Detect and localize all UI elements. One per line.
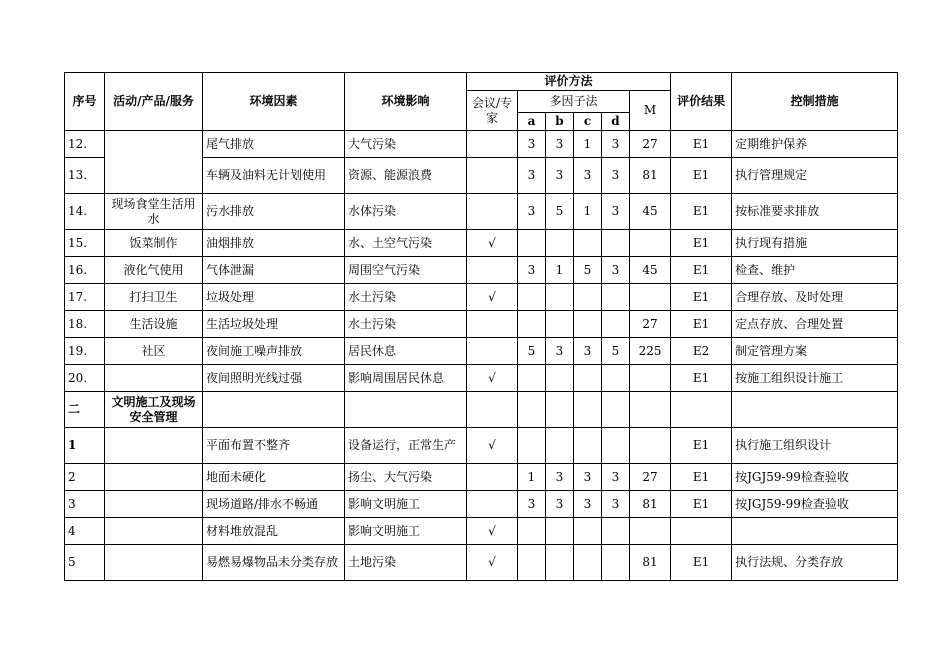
cell-seq: 4 [65, 518, 105, 545]
cell-result: E1 [671, 194, 732, 230]
cell-activity [105, 464, 203, 491]
cell-d [602, 230, 630, 257]
cell-m: 45 [630, 257, 671, 284]
cell-b [546, 284, 574, 311]
cell-c: 3 [574, 464, 602, 491]
cell-impact: 影响周围居民休息 [345, 365, 467, 392]
cell-impact: 影响文明施工 [345, 491, 467, 518]
cell-d: 3 [602, 491, 630, 518]
cell-seq: 17. [65, 284, 105, 311]
cell-meeting: √ [467, 518, 518, 545]
cell-activity [105, 545, 203, 581]
cell-m [630, 284, 671, 311]
cell-a: 3 [518, 257, 546, 284]
cell-result: E1 [671, 257, 732, 284]
cell-c [574, 284, 602, 311]
cell-m [630, 392, 671, 428]
cell-d [602, 284, 630, 311]
cell-c [574, 518, 602, 545]
cell-impact: 大气污染 [345, 131, 467, 158]
table-row [65, 365, 898, 392]
cell-a [518, 311, 546, 338]
cell-b: 3 [546, 131, 574, 158]
cell-meeting: √ [467, 230, 518, 257]
cell-impact: 居民休息 [345, 338, 467, 365]
cell-factor: 易燃易爆物品未分类存放 [203, 545, 345, 581]
cell-m [630, 230, 671, 257]
cell-result: E1 [671, 365, 732, 392]
cell-factor: 生活垃圾处理 [203, 311, 345, 338]
cell-activity: 生活设施 [105, 311, 203, 338]
header-activity: 活动/产品/服务 [105, 73, 203, 131]
header-c: c [574, 113, 602, 131]
cell-seq: 5 [65, 545, 105, 581]
cell-c: 5 [574, 257, 602, 284]
header-impact: 环境影响 [345, 73, 467, 131]
cell-b [546, 545, 574, 581]
cell-b: 3 [546, 464, 574, 491]
section-header-row [65, 392, 898, 428]
cell-control: 执行现有措施 [732, 230, 898, 257]
cell-a [518, 365, 546, 392]
table-row [65, 284, 898, 311]
cell-b [546, 365, 574, 392]
cell-seq: 2 [65, 464, 105, 491]
cell-meeting [467, 158, 518, 194]
cell-impact: 影响文明施工 [345, 518, 467, 545]
cell-result: E1 [671, 491, 732, 518]
cell-result [671, 392, 732, 428]
cell-activity [105, 365, 203, 392]
cell-a [518, 284, 546, 311]
cell-b [546, 518, 574, 545]
cell-factor: 地面未硬化 [203, 464, 345, 491]
cell-factor: 油烟排放 [203, 230, 345, 257]
cell-b [546, 230, 574, 257]
cell-m [630, 518, 671, 545]
cell-result: E1 [671, 158, 732, 194]
cell-seq: 12. [65, 131, 105, 158]
cell-c [574, 311, 602, 338]
cell-b [546, 428, 574, 464]
cell-meeting [467, 392, 518, 428]
cell-d [602, 518, 630, 545]
cell-d: 3 [602, 257, 630, 284]
cell-result [671, 518, 732, 545]
cell-c: 3 [574, 491, 602, 518]
cell-impact: 设备运行，正常生产 [345, 428, 467, 464]
cell-m [630, 365, 671, 392]
cell-b: 3 [546, 158, 574, 194]
cell-result: E1 [671, 284, 732, 311]
header-meeting: 会议/专家 [467, 91, 518, 131]
cell-activity [105, 491, 203, 518]
cell-meeting [467, 257, 518, 284]
cell-c [574, 428, 602, 464]
cell-activity [105, 131, 203, 194]
cell-activity: 液化气使用 [105, 257, 203, 284]
cell-impact: 扬尘、大气污染 [345, 464, 467, 491]
cell-b: 3 [546, 491, 574, 518]
cell-b: 3 [546, 338, 574, 365]
table-row [65, 131, 898, 158]
cell-control: 执行管理规定 [732, 158, 898, 194]
cell-a: 3 [518, 194, 546, 230]
cell-result: E1 [671, 230, 732, 257]
cell-factor: 材料堆放混乱 [203, 518, 345, 545]
cell-seq: 15. [65, 230, 105, 257]
cell-c [574, 230, 602, 257]
cell-meeting [467, 338, 518, 365]
cell-b [546, 311, 574, 338]
cell-result: E1 [671, 428, 732, 464]
cell-impact: 资源、能源浪费 [345, 158, 467, 194]
header-multi-factor: 多因子法 [518, 91, 630, 113]
cell-m [630, 428, 671, 464]
cell-m: 27 [630, 464, 671, 491]
cell-control: 合理存放、及时处理 [732, 284, 898, 311]
cell-factor: 气体泄漏 [203, 257, 345, 284]
cell-impact: 水土污染 [345, 284, 467, 311]
cell-a [518, 230, 546, 257]
cell-impact: 周围空气污染 [345, 257, 467, 284]
cell-b: 5 [546, 194, 574, 230]
cell-d: 3 [602, 131, 630, 158]
cell-d [602, 365, 630, 392]
cell-meeting [467, 311, 518, 338]
cell-meeting [467, 131, 518, 158]
cell-factor [203, 392, 345, 428]
cell-impact: 水土污染 [345, 311, 467, 338]
cell-c: 1 [574, 131, 602, 158]
header-factor: 环境因素 [203, 73, 345, 131]
cell-control [732, 518, 898, 545]
cell-a [518, 518, 546, 545]
cell-meeting [467, 491, 518, 518]
cell-m: 81 [630, 491, 671, 518]
cell-a: 1 [518, 464, 546, 491]
header-seq: 序号 [65, 73, 105, 131]
header-b: b [546, 113, 574, 131]
cell-a: 5 [518, 338, 546, 365]
cell-control: 按JGJ59-99检查验收 [732, 464, 898, 491]
cell-c: 3 [574, 158, 602, 194]
cell-seq: 二 [65, 392, 105, 428]
table-row [65, 491, 898, 518]
cell-control: 按施工组织设计施工 [732, 365, 898, 392]
table-row [65, 464, 898, 491]
cell-b [546, 392, 574, 428]
cell-c [574, 365, 602, 392]
environment-factor-table [64, 72, 898, 581]
cell-factor: 污水排放 [203, 194, 345, 230]
cell-control: 按JGJ59-99检查验收 [732, 491, 898, 518]
cell-activity: 社区 [105, 338, 203, 365]
cell-c [574, 545, 602, 581]
table-row [65, 230, 898, 257]
cell-meeting: √ [467, 428, 518, 464]
cell-factor: 夜间施工噪声排放 [203, 338, 345, 365]
table-row [65, 518, 898, 545]
table-row [65, 194, 898, 230]
cell-c: 3 [574, 338, 602, 365]
cell-a: 3 [518, 491, 546, 518]
cell-control: 执行法规、分类存放 [732, 545, 898, 581]
cell-a: 3 [518, 131, 546, 158]
cell-meeting [467, 464, 518, 491]
header-method: 评价方法 [467, 73, 671, 91]
cell-control: 按标准要求排放 [732, 194, 898, 230]
cell-impact: 土地污染 [345, 545, 467, 581]
cell-d [602, 311, 630, 338]
cell-factor: 平面布置不整齐 [203, 428, 345, 464]
cell-activity [105, 518, 203, 545]
cell-control: 定点存放、合理处置 [732, 311, 898, 338]
cell-activity: 文明施工及现场安全管理 [105, 392, 203, 428]
cell-c [574, 392, 602, 428]
cell-control: 定期维护保养 [732, 131, 898, 158]
cell-factor: 现场道路/排水不畅通 [203, 491, 345, 518]
header-control: 控制措施 [732, 73, 898, 131]
cell-seq: 13. [65, 158, 105, 194]
cell-d: 3 [602, 194, 630, 230]
cell-a [518, 545, 546, 581]
table-row [65, 428, 898, 464]
cell-meeting: √ [467, 545, 518, 581]
cell-d [602, 545, 630, 581]
table-row [65, 338, 898, 365]
cell-seq: 14. [65, 194, 105, 230]
cell-impact: 水体污染 [345, 194, 467, 230]
cell-impact: 水、土空气污染 [345, 230, 467, 257]
cell-c: 1 [574, 194, 602, 230]
cell-factor: 垃圾处理 [203, 284, 345, 311]
header-a: a [518, 113, 546, 131]
cell-a [518, 392, 546, 428]
cell-a [518, 428, 546, 464]
cell-factor: 夜间照明光线过强 [203, 365, 345, 392]
cell-m: 225 [630, 338, 671, 365]
cell-m: 45 [630, 194, 671, 230]
cell-result: E1 [671, 311, 732, 338]
header-result: 评价结果 [671, 73, 732, 131]
cell-m: 27 [630, 311, 671, 338]
table-row [65, 545, 898, 581]
cell-factor: 车辆及油料无计划使用 [203, 158, 345, 194]
cell-seq: 3 [65, 491, 105, 518]
cell-activity [105, 428, 203, 464]
cell-seq: 19. [65, 338, 105, 365]
cell-result: E1 [671, 131, 732, 158]
cell-activity: 饭菜制作 [105, 230, 203, 257]
cell-meeting [467, 194, 518, 230]
cell-activity: 现场食堂生活用水 [105, 194, 203, 230]
cell-m: 81 [630, 545, 671, 581]
cell-d: 5 [602, 338, 630, 365]
table-row [65, 311, 898, 338]
cell-control: 检查、维护 [732, 257, 898, 284]
cell-d: 3 [602, 464, 630, 491]
header-m: M [630, 91, 671, 131]
cell-control: 制定管理方案 [732, 338, 898, 365]
cell-activity: 打扫卫生 [105, 284, 203, 311]
cell-control [732, 392, 898, 428]
cell-seq: 1 [65, 428, 105, 464]
cell-m: 27 [630, 131, 671, 158]
cell-b: 1 [546, 257, 574, 284]
cell-meeting: √ [467, 284, 518, 311]
cell-m: 81 [630, 158, 671, 194]
cell-factor: 尾气排放 [203, 131, 345, 158]
cell-d: 3 [602, 158, 630, 194]
cell-meeting: √ [467, 365, 518, 392]
cell-a: 3 [518, 158, 546, 194]
table-body [65, 131, 898, 581]
cell-seq: 16. [65, 257, 105, 284]
header-d: d [602, 113, 630, 131]
table-row [65, 257, 898, 284]
cell-impact [345, 392, 467, 428]
cell-d [602, 428, 630, 464]
cell-seq: 20. [65, 365, 105, 392]
cell-result: E1 [671, 464, 732, 491]
cell-d [602, 392, 630, 428]
cell-result: E1 [671, 545, 732, 581]
cell-control: 执行施工组织设计 [732, 428, 898, 464]
cell-result: E2 [671, 338, 732, 365]
cell-seq: 18. [65, 311, 105, 338]
